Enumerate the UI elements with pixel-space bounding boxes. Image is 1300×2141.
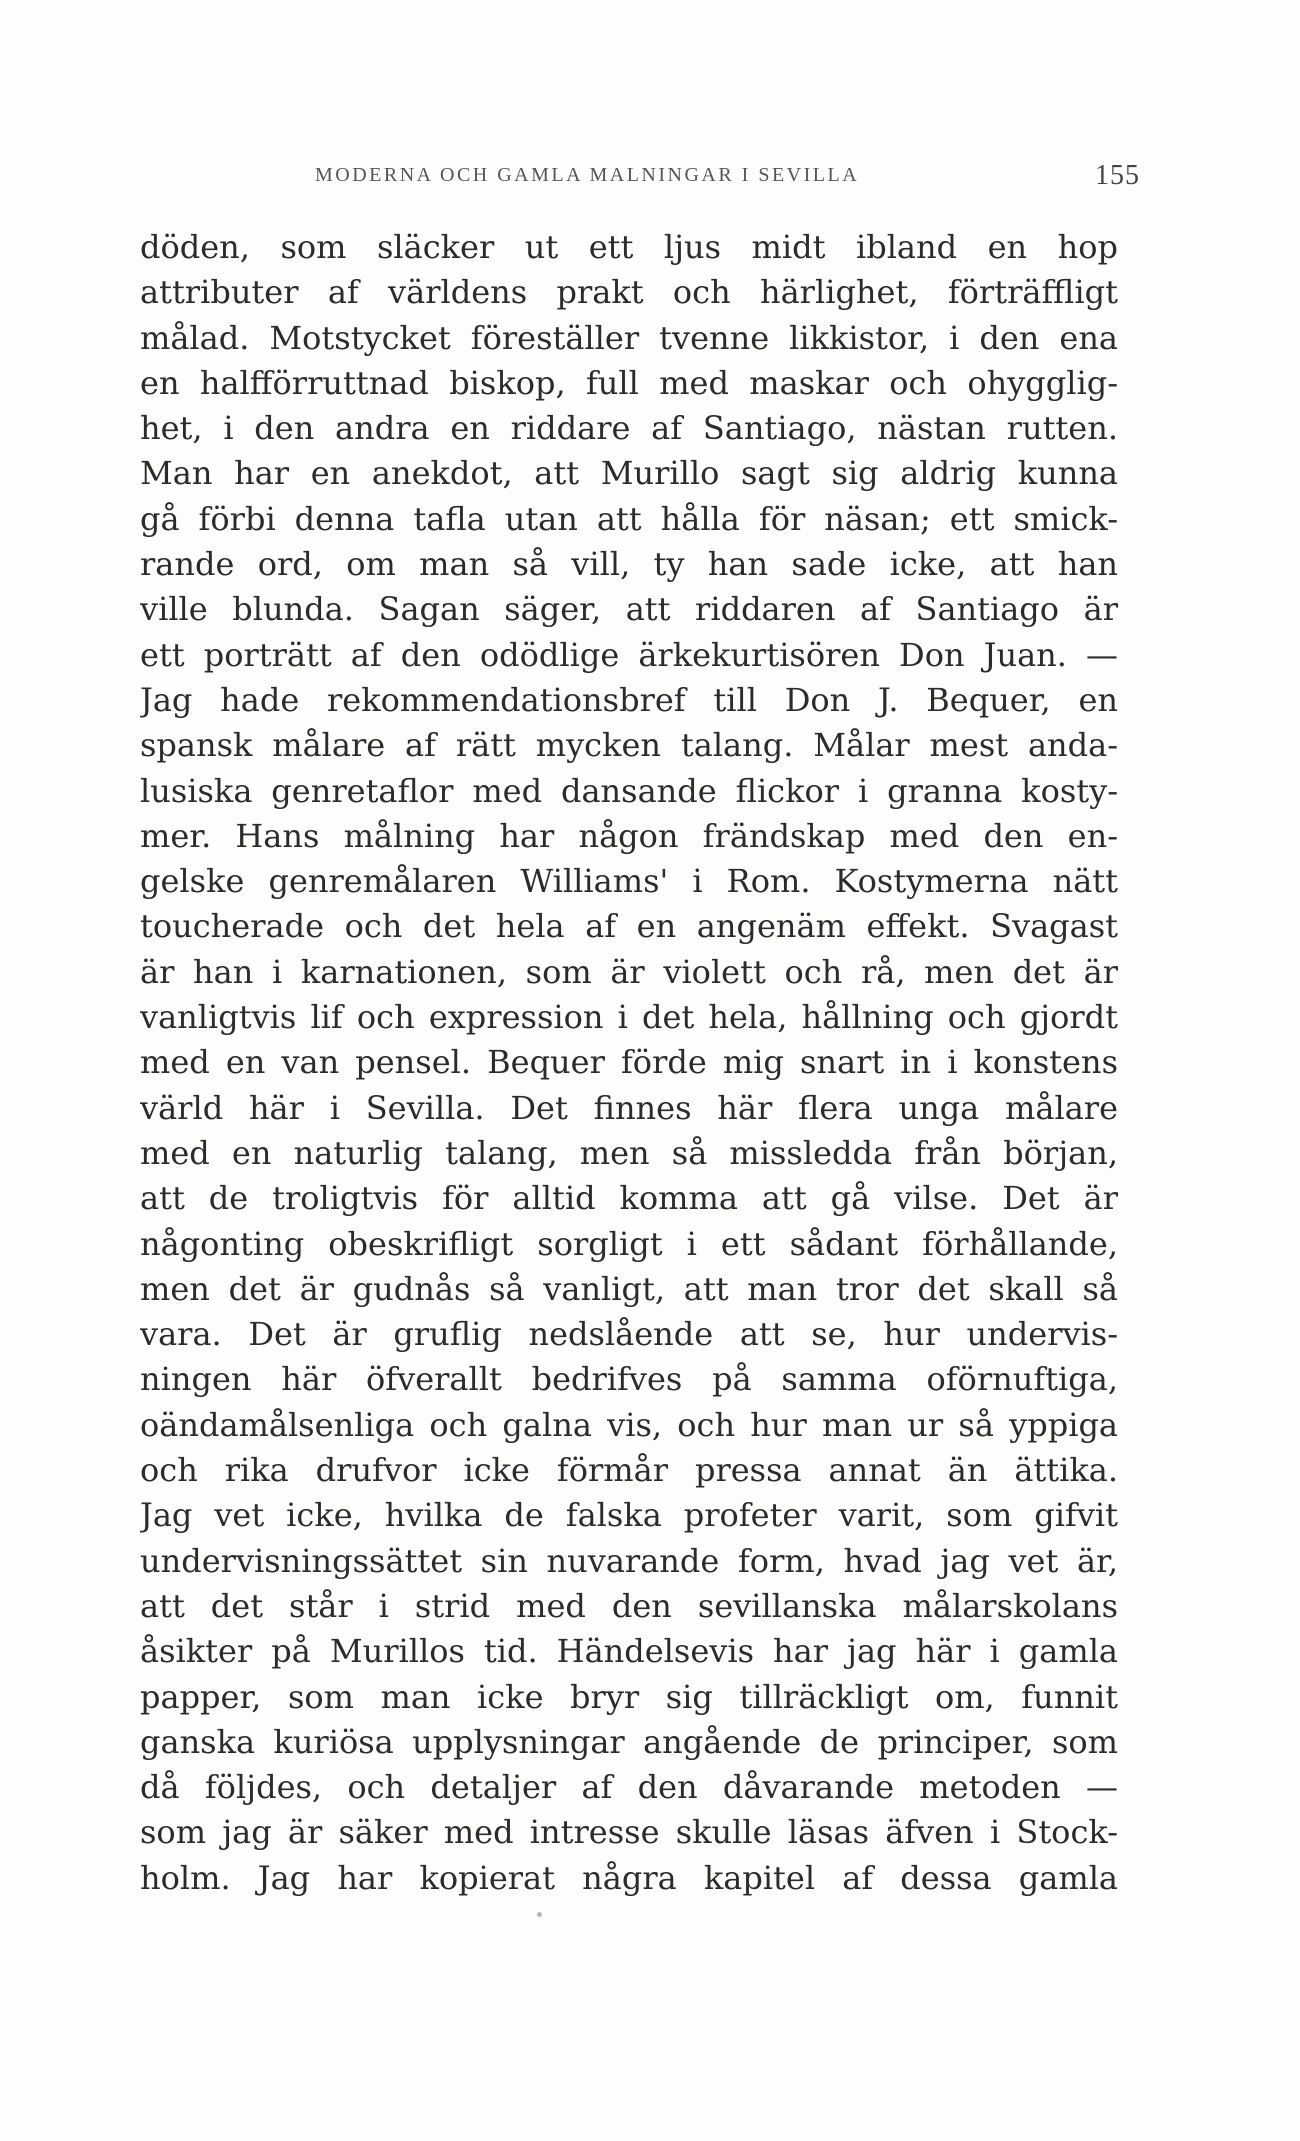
text-line: toucherade och det hela af en angenäm effekt. Svagast <box>140 907 1118 946</box>
text-line: och rika drufvor icke förmår pressa annat än ättika. <box>140 1451 1118 1490</box>
text-line: men det är gudnås så vanligt, att man tror det skall så <box>140 1269 1118 1308</box>
text-line: papper, som man icke bryr sig tillräckligt om, funnit <box>140 1677 1118 1716</box>
ink-speck <box>537 1912 542 1917</box>
text-line: målad. Motstycket föreställer tvenne likkistor, i den ena <box>140 318 1118 357</box>
text-line: då följdes, och detaljer af den dåvarande metoden — <box>140 1768 1118 1807</box>
text-line: vara. Det är gruflig nedslående att se, hur undervis- <box>140 1315 1118 1354</box>
text-line: oändamålsenliga och galna vis, och hur man ur så yppiga <box>140 1405 1118 1444</box>
text-line: spansk målare af rätt mycken talang. Målar mest anda- <box>140 726 1118 765</box>
text-line: en halfförruttnad biskop, full med maskar och ohygglig- <box>140 363 1118 402</box>
text-line: Jag hade rekommendationsbref till Don J. Bequer, en <box>140 680 1118 719</box>
text-line: attributer af världens prakt och härlighet, förträffligt <box>140 273 1118 312</box>
text-line: lusiska genretaflor med dansande flickor i granna kosty- <box>140 771 1118 810</box>
text-line: att de troligtvis för alltid komma att gå vilse. Det är <box>140 1179 1118 1218</box>
text-line: är han i karnationen, som är violett och rå, men det är <box>140 952 1118 991</box>
text-line: ett porträtt af den odödlige ärkekurtisören Don Juan. — <box>140 635 1118 674</box>
text-line: undervisningssättet sin nuvarande form, hvad jag vet är, <box>140 1541 1118 1580</box>
text-line: het, i den andra en riddare af Santiago, nästan rutten. <box>140 409 1118 448</box>
text-line: ganska kuriösa upplysningar angående de principer, som <box>140 1722 1118 1761</box>
text-line: åsikter på Murillos tid. Händelsevis har jag här i gamla <box>140 1632 1118 1671</box>
text-line: holm. Jag har kopierat några kapitel af dessa gamla <box>140 1858 1118 1897</box>
text-line: med en naturlig talang, men så missledda från början, <box>140 1133 1118 1172</box>
text-line: som jag är säker med intresse skulle läsas äfven i Stock- <box>140 1813 1118 1852</box>
text-line: gelske genremålaren Williams' i Rom. Kostymerna nätt <box>140 862 1118 901</box>
text-line: rande ord, om man så vill, ty han sade icke, att han <box>140 545 1118 584</box>
body-text <box>140 225 1118 1901</box>
text-line: värld här i Sevilla. Det finnes här flera unga målare <box>140 1088 1118 1127</box>
text-line: ningen här öfverallt bedrifves på samma oförnuftiga, <box>140 1360 1118 1399</box>
page-number: 155 <box>1095 160 1140 191</box>
running-title: MODERNA OCH GAMLA MALNINGAR I SEVILLA <box>315 164 860 186</box>
text-line: med en van pensel. Bequer förde mig snart in i konstens <box>140 1043 1118 1082</box>
text-line: vanligtvis lif och expression i det hela, hållning och gjordt <box>140 998 1118 1037</box>
text-line: att det står i strid med den sevillanska målarskolans <box>140 1586 1118 1625</box>
text-line: någonting obeskrifligt sorgligt i ett sådant förhållande, <box>140 1224 1118 1263</box>
text-line: Man har en anekdot, att Murillo sagt sig aldrig kunna <box>140 454 1118 493</box>
running-header <box>140 160 1140 204</box>
text-line: gå förbi denna tafla utan att hålla för näsan; ett smick- <box>140 499 1118 538</box>
text-line: ville blunda. Sagan säger, att riddaren af Santiago är <box>140 590 1118 629</box>
text-line: döden, som släcker ut ett ljus midt ibland en hop <box>140 228 1118 266</box>
text-line: Jag vet icke, hvilka de falska profeter varit, som gifvit <box>140 1496 1118 1535</box>
text-line: mer. Hans målning har någon frändskap med den en- <box>140 816 1118 855</box>
